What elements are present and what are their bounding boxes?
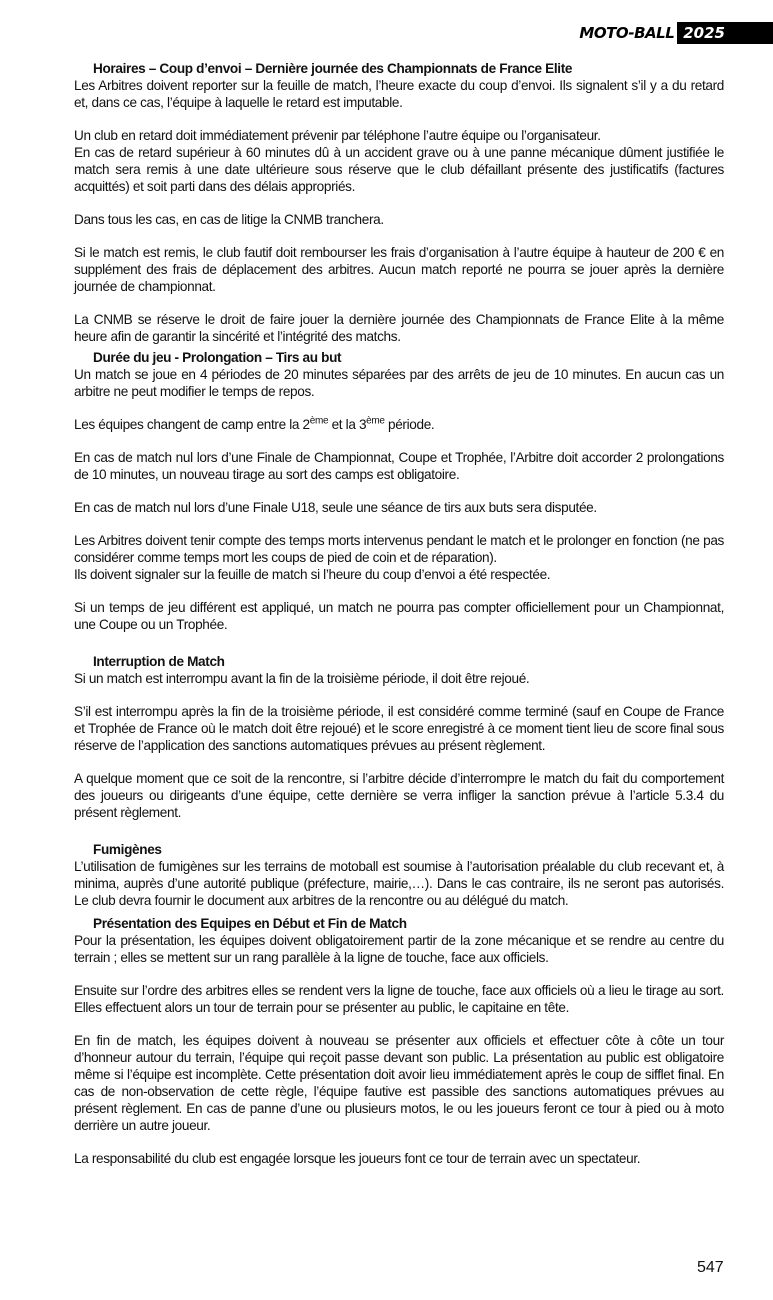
paragraph: Les équipes changent de camp entre la 2ème et la 3ème période. <box>74 415 435 432</box>
paragraph: Si un temps de jeu différent est appliqué, un match ne pourra pas compter officiellement pour un Championnat, une Coupe ou un Trophée. <box>74 600 724 632</box>
section-title: Fumigènes <box>93 842 162 857</box>
brand-title: MOTO-BALL <box>579 24 675 42</box>
paragraph: S’il est interrompu après la fin de la troisième période, il est considéré comme terminé (sauf en Coupe de France et Trophée de France où le match doit être rejoué) et le score enregistré à ce moment tient lieu de score final sous réserve de l’application des sanctions automatiques prévues au présent règlement. <box>74 704 724 753</box>
paragraph: Si un match est interrompu avant la fin de la troisième période, il doit être rejoué. <box>74 671 530 686</box>
page-header <box>579 22 773 44</box>
section-title: Durée du jeu - Prolongation – Tirs au but <box>93 350 342 365</box>
page-number: 547 <box>697 1259 724 1276</box>
paragraph: Pour la présentation, les équipes doivent obligatoirement partir de la zone mécanique et se rendre au centre du terrain ; elles se mettent sur un rang parallèle à la ligne de touche, face aux officiels. <box>74 933 724 965</box>
paragraph: Un match se joue en 4 périodes de 20 minutes séparées par des arrêts de jeu de 10 minutes. En aucun cas un arbitre ne peut modifier le temps de repos. <box>74 367 724 399</box>
paragraph: La CNMB se réserve le droit de faire jouer la dernière journée des Championnats de France Elite à la même heure afin de garantir la sincérité et l’intégrité des matchs. <box>74 312 724 344</box>
section-title: Présentation des Equipes en Début et Fin de Match <box>93 916 407 931</box>
year-badge: 2025 <box>677 22 773 44</box>
paragraph: En fin de match, les équipes doivent à nouveau se présenter aux officiels et effectuer côte à côte un tour d’honneur autour du terrain, l’équipe qui reçoit passe devant son public. La présentation au public est obligatoire même si l’équipe est incomplète. Cette présentation doit avoir lieu immédiatement après le coup de sifflet final. En cas de non-observation de cette règle, l’équipe fautive est passible des sanctions automatiques prévues au présent règlement. En cas de panne d’une ou plusieurs motos, le ou les joueurs feront ce tour à pied ou à moto derrière un autre joueur. <box>74 1033 724 1133</box>
paragraph: En cas de match nul lors d’une Finale de Championnat, Coupe et Trophée, l’Arbitre doit accorder 2 prolongations de 10 minutes, un nouveau tirage au sort des camps est obligatoire. <box>74 450 724 482</box>
section-duree <box>74 349 724 633</box>
paragraph: Les Arbitres doivent reporter sur la feuille de match, l’heure exacte du coup d’envoi. Ils signalent s’il y a du retard et, dans ce cas, l’équipe à laquelle le retard est imputable. <box>74 78 724 110</box>
paragraph: Un club en retard doit immédiatement prévenir par téléphone l’autre équipe ou l’organisateur. <box>74 128 601 143</box>
section-horaires <box>74 60 724 345</box>
paragraph: A quelque moment que ce soit de la rencontre, si l’arbitre décide d’interrompre le match du fait du comportement des joueurs ou dirigeants d’une équipe, cette dernière se verra infliger la sanction prévue à l’article 5.3.4 du présent règlement. <box>74 771 724 820</box>
section-interruption <box>74 653 724 821</box>
paragraph: La responsabilité du club est engagée lorsque les joueurs font ce tour de terrain avec un spectateur. <box>74 1151 641 1166</box>
paragraph: L’utilisation de fumigènes sur les terrains de motoball est soumise à l’autorisation préalable du club recevant et, à minima, auprès d’une autorité publique (préfecture, mairie,…). Dans le cas contraire, ils ne seront pas autorisés. Le club devra fournir le document aux arbitres de la rencontre ou au délégué du match. <box>74 859 724 908</box>
paragraph: Si le match est remis, le club fautif doit rembourser les frais d’organisation à l’autre équipe à hauteur de 200 € en supplément des frais de déplacement des arbitres. Aucun match reporté ne pourra se jouer après la dernière journée de championnat. <box>74 245 724 294</box>
paragraph: En cas de retard supérieur à 60 minutes dû à un accident grave ou à une panne mécanique dûment justifiée le match sera remis à une date ultérieure sous réserve que le club défaillant présente des justificatifs (factures acquittés) et soit parti dans des délais appropriés. <box>74 145 724 194</box>
paragraph: En cas de match nul lors d’une Finale U18, seule une séance de tirs aux buts sera disputée. <box>74 500 597 515</box>
section-title: Horaires – Coup d’envoi – Dernière journée des Championnats de France Elite <box>93 61 573 76</box>
paragraph: Ils doivent signaler sur la feuille de match si l’heure du coup d’envoi a été respectée. <box>74 567 551 582</box>
document-body <box>74 60 724 1183</box>
paragraph: Les Arbitres doivent tenir compte des temps morts intervenus pendant le match et le prolonger en fonction (ne pas considérer comme temps mort les coups de pied de coin et de réparation). <box>74 533 724 565</box>
section-fumigenes <box>74 841 724 909</box>
paragraph: Dans tous les cas, en cas de litige la CNMB tranchera. <box>74 212 384 227</box>
section-title: Interruption de Match <box>93 654 225 669</box>
paragraph: Ensuite sur l’ordre des arbitres elles se rendent vers la ligne de touche, face aux officiels où a lieu le tirage au sort. Elles effectuent alors un tour de terrain pour se présenter au public, le capitaine en tête. <box>74 983 724 1015</box>
section-presentation <box>74 915 724 1167</box>
